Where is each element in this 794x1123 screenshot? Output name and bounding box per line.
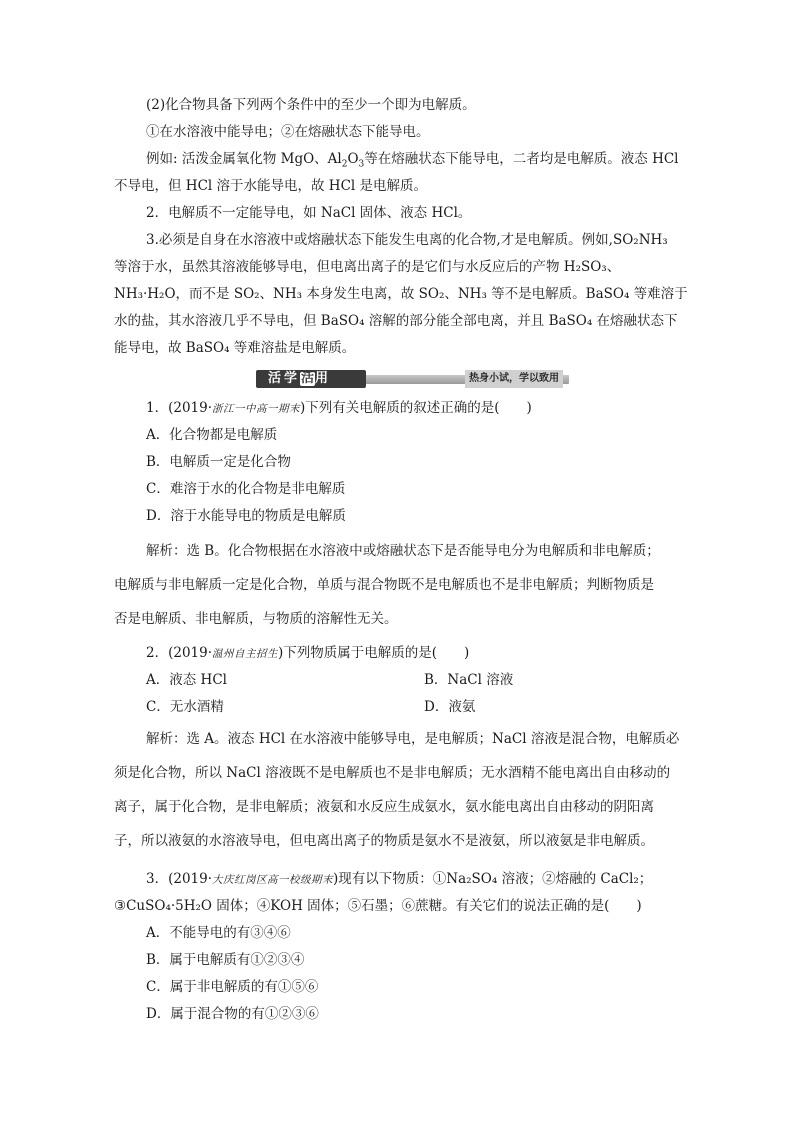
q1-option-b: B．电解质一定是化合物: [146, 454, 291, 470]
q3-option-c: C．属于非电解质的有①⑤⑥: [146, 979, 319, 995]
point-3-line-3: NH₃·H₂O，而不是 SO₂、NH₃ 本身发生电离，故 SO₂、NH₃ 等不是电解质。BaSO₄ 等难溶于: [114, 286, 688, 302]
q1-option-d: D．溶于水能导电的物质是电解质: [146, 508, 346, 524]
q1-stem-text: )下列有关电解质的叙述正确的是( ): [300, 400, 532, 416]
condition-2-title: (2)化合物具备下列两个条件中的至少一个即为电解质。: [146, 97, 476, 113]
banner-title-part-1: 活学: [268, 371, 301, 386]
q1-option-c: C．难溶于水的化合物是非电解质: [146, 481, 346, 497]
point-3-line-1: 3.必须是自身在水溶液中或熔融状态下能发生电离的化合物,才是电解质。例如,SO₂NH₃: [146, 232, 668, 248]
banner-title-part-2: 用: [315, 371, 332, 386]
point-3-line-5: 能导电，故 BaSO₄ 等难溶盐是电解质。: [114, 340, 356, 356]
condition-2-items: ①在水溶液中能导电；②在熔融状态下能导电。: [146, 124, 430, 140]
q3-option-a: A．不能导电的有③④⑥: [146, 925, 291, 941]
banner-title: [256, 370, 366, 388]
q2-answer-line-3: 离子，属于化合物，是非电解质；液氨和水反应生成氨水，氨水能电离出自由移动的阴阳离: [114, 799, 654, 815]
q1-answer-line-1: 解析：选 B。化合物根据在水溶液中或熔融状态下是否能导电分为电解质和非电解质；: [146, 543, 660, 559]
q3-stem-prefix: 3．(2019·: [146, 871, 213, 887]
q2-option-b: B．NaCl 溶液: [424, 672, 514, 688]
example-text-a: 例如: 活泼金属氧化物 MgO、Al: [146, 151, 342, 167]
banner-highlight: 活: [301, 371, 315, 386]
question-3-stem: [146, 869, 652, 890]
q2-option-c: C．无水酒精: [146, 699, 224, 715]
q2-answer-line-1: 解析：选 A。液态 HCl 在水溶液中能够导电，是电解质；NaCl 溶液是混合物，电解质必: [146, 731, 680, 747]
q3-stem-text: )现有以下物质：①Na₂SO₄ 溶液；②熔融的 CaCl₂；: [333, 871, 653, 887]
q2-answer-line-2: 须是化合物，所以 NaCl 溶液既不是电解质也不是非电解质；无水酒精不能电离出自由移动的: [114, 765, 671, 781]
example-line-1: 例如: 活泼金属氧化物 MgO、$Al_2O_3$等在熔融状态下能导电，二者均是电解质。液态 HCl: [146, 151, 679, 170]
q2-answer-line-4: 子，所以液氨的水溶液导电，但电离出离子的物质是氨水不是液氨，所以液氨是非电解质。: [114, 833, 654, 849]
q3-source: 大庆红岗区高一校级期末: [212, 874, 334, 886]
question-2-stem: [146, 643, 469, 664]
q2-stem-text: )下列物质属于电解质的是( ): [278, 645, 470, 661]
point-2: 2．电解质不一定能导电，如 NaCl 固体、液态 HCl。: [146, 205, 472, 221]
q1-answer-line-2: 电解质与非电解质一定是化合物，单质与混合物既不是电解质也不是非电解质；判断物质是: [114, 577, 654, 593]
q1-stem-prefix: 1．(2019·: [146, 400, 213, 416]
q1-answer-line-3: 否是电解质、非电解质，与物质的溶解性无关。: [114, 611, 398, 627]
example-line-2: 不导电，但 HCl 溶于水能导电，故 HCl 是电解质。: [114, 178, 428, 194]
q1-option-a: A．化合物都是电解质: [146, 427, 278, 443]
q2-option-a: A．液态 HCl: [146, 672, 227, 688]
question-1-stem: [146, 398, 532, 419]
question-3-stem-line-2: ③CuSO₄·5H₂O 固体；④KOH 固体；⑤石墨；⑥蔗糖。有关它们的说法正确的是( ): [114, 898, 642, 914]
q2-source: 温州自主招生: [212, 648, 279, 660]
example-text-b: O: [347, 151, 359, 167]
example-text-c: 等在熔融状态下能导电，二者均是电解质。液态 HCl: [364, 151, 679, 167]
banner-subtitle: 热身小试，学以致用: [465, 370, 563, 388]
q2-option-d: D．液氨: [424, 699, 476, 715]
point-3-line-4: 水的盐，其水溶液几乎不导电，但 BaSO₄ 溶解的部分能全部电离，并且 BaSO₄ 在熔融状态下: [114, 313, 678, 329]
q3-option-d: D．属于混合物的有①②③⑥: [146, 1006, 319, 1022]
q1-source: 浙江一中高一期末: [212, 403, 301, 415]
point-3-line-2: 等溶于水，虽然其溶液能够导电，但电离出离子的是它们与水反应后的产物 H₂SO₃、: [114, 259, 621, 275]
q2-stem-prefix: 2．(2019·: [146, 645, 213, 661]
q3-option-b: B．属于电解质有①②③④: [146, 952, 305, 968]
section-banner: [256, 370, 569, 388]
